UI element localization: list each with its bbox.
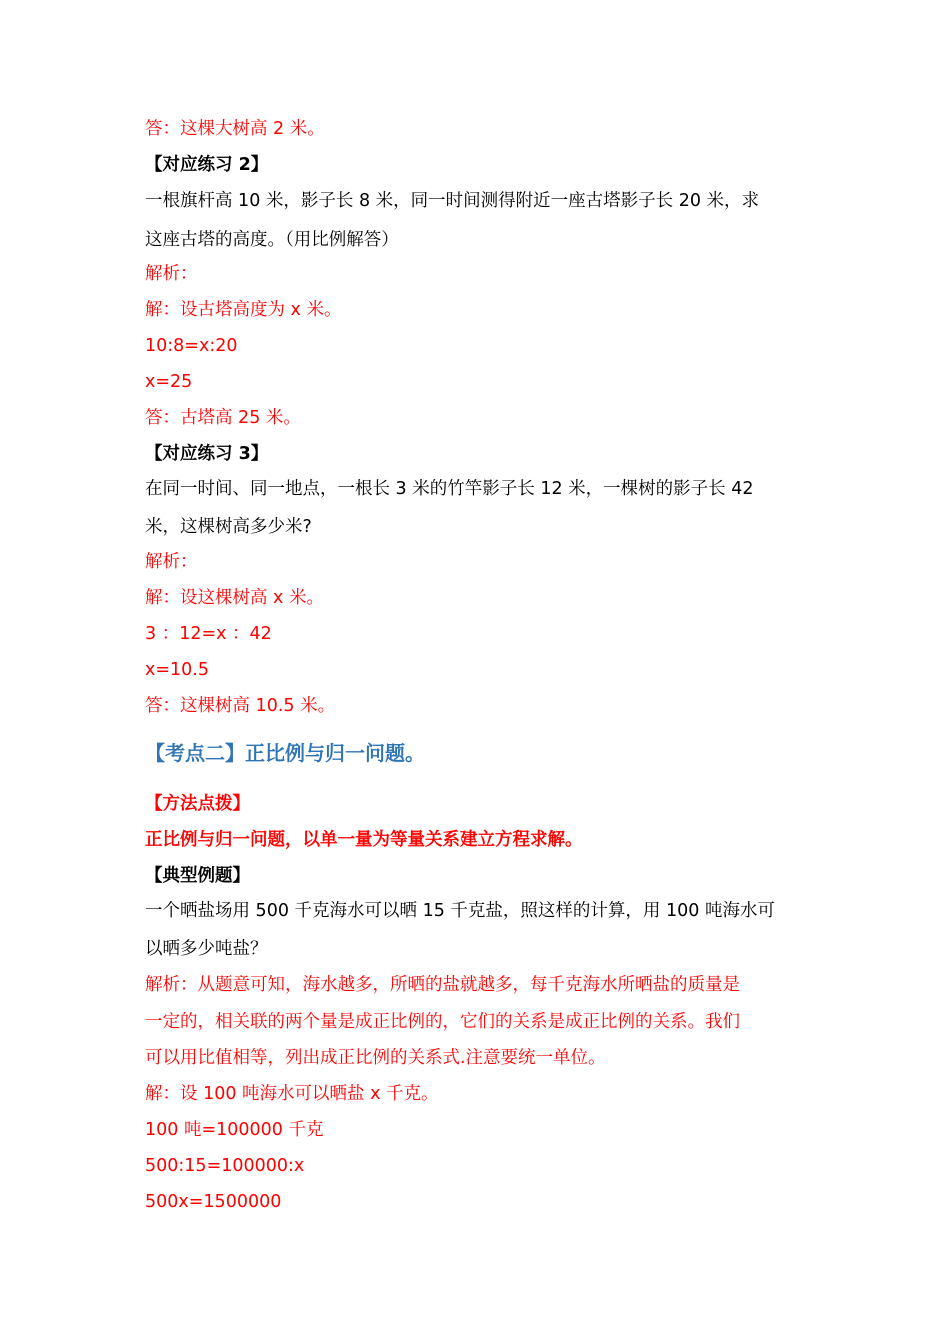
equation-line: 3 ：12=x ：42 <box>145 624 272 644</box>
question-text: 这座古塔的高度。（用比例解答） <box>145 230 399 250</box>
answer-line: 答：古塔高 25 米。 <box>145 408 301 428</box>
analysis-text: 可以用比值相等，列出成正比例的关系式.注意要统一单位。 <box>145 1048 606 1068</box>
section-label-practice-2: 【对应练习 2】 <box>145 155 269 175</box>
section-label-practice-3: 【对应练习 3】 <box>145 444 269 464</box>
answer-line: 答：这棵树高 10.5 米。 <box>145 696 336 716</box>
analysis-text: 解析：从题意可知，海水越多，所晒的盐就越多，每千克海水所晒盐的质量是 <box>145 975 740 995</box>
question-text: 在同一时间、同一地点，一根长 3 米的竹竿影子长 12 米，一棵树的影子长 42 <box>145 479 754 499</box>
analysis-text: 一定的，相关联的两个量是成正比例的，它们的关系是成正比例的关系。我们 <box>145 1012 740 1032</box>
analysis-label: 解析： <box>145 552 198 572</box>
solution-line: 解：设古塔高度为 x 米。 <box>145 300 342 320</box>
equation-line: 10:8=x:20 <box>145 336 238 356</box>
method-text: 正比例与归一问题，以单一量为等量关系建立方程求解。 <box>145 830 583 850</box>
solution-line: 解：设这棵树高 x 米。 <box>145 588 324 608</box>
question-text: 一个晒盐场用 500 千克海水可以晒 15 千克盐，照这样的计算，用 100 吨海水可 <box>145 901 775 921</box>
equation-line: x=10.5 <box>145 660 209 680</box>
answer-line: 答：这棵大树高 2 米。 <box>145 119 325 139</box>
topic-heading: 【考点二】正比例与归一问题。 <box>145 741 425 765</box>
equation-line: 500:15=100000:x <box>145 1156 305 1176</box>
equation-line: 500x=1500000 <box>145 1192 282 1212</box>
question-text: 米，这棵树高多少米? <box>145 517 312 537</box>
analysis-label: 解析： <box>145 264 198 284</box>
equation-line: 100 吨=100000 千克 <box>145 1120 324 1140</box>
question-text: 以晒多少吨盐？ <box>145 939 268 959</box>
question-text: 一根旗杆高 10 米，影子长 8 米，同一时间测得附近一座古塔影子长 20 米，求 <box>145 191 760 211</box>
equation-line: x=25 <box>145 372 193 392</box>
solution-line: 解：设 100 吨海水可以晒盐 x 千克。 <box>145 1084 439 1104</box>
example-label: 【典型例题】 <box>145 866 250 886</box>
method-label: 【方法点拨】 <box>145 794 250 814</box>
